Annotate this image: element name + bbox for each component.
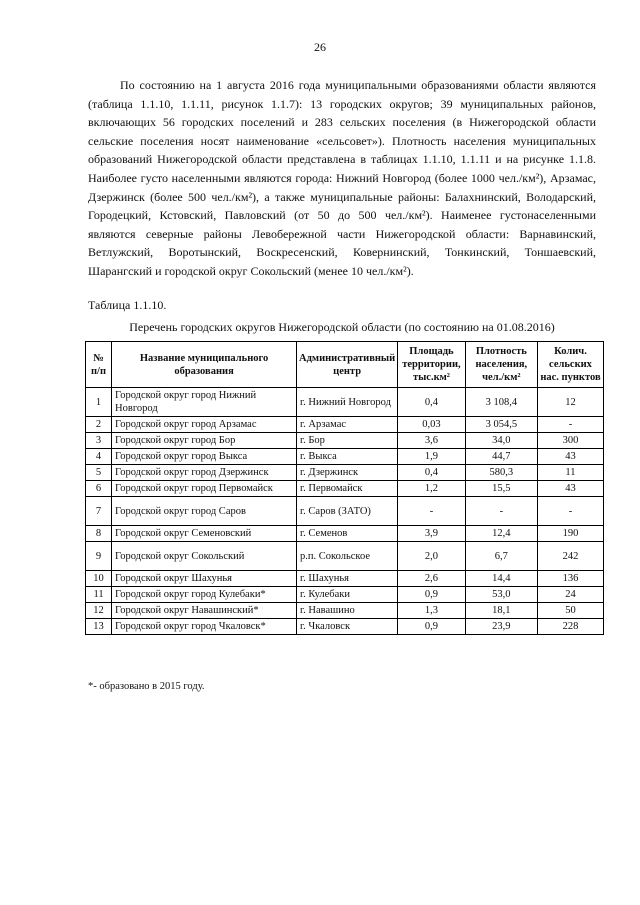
cell-settlements: 228: [537, 619, 603, 635]
cell-name: Городской округ город Арзамас: [112, 417, 297, 433]
cell-density: 18,1: [465, 603, 537, 619]
cell-density: 34,0: [465, 433, 537, 449]
cell-density: 14,4: [465, 571, 537, 587]
cell-settlements: 136: [537, 571, 603, 587]
cell-name: Городской округ Сокольский: [112, 542, 297, 571]
table-body: [86, 388, 604, 635]
cell-num: 2: [86, 417, 112, 433]
cell-num: 1: [86, 388, 112, 417]
cell-name: Городской округ город Нижний Новгород: [112, 388, 297, 417]
cell-area: 0,4: [398, 388, 466, 417]
footnote: *- образовано в 2015 году.: [88, 681, 205, 692]
cell-settlements: 242: [537, 542, 603, 571]
paragraph-text: По состоянию на 1 августа 2016 года муниципальными образованиями области являются (таблица 1.1.10, 1.1.11, рисунок 1.1.7): 13 городских округов; 39 муниципальных районов, включающих 56 городских поселений и 283 сельских поселения (в Нижегородской области сельские поселения носят наименование «сельсовет»). Плотность населения муниципальных образований Нижегородской области представлена в таблицах 1.1.10, 1.1.11 и на рисунке 1.1.8. Наиболее густо населенными являются города: Нижний Новгород (более 1000 чел./км²), Арзамас, Дзержинск (более 500 чел./км²), а также муниципальные районы: Балахнинский, Володарский, Городецкий, Кстовский, Павловский (от 50 до 500 чел./км²). Наименее густонаселенными являются северные районы Левобережной части Нижегородской области: Варнавинский, Ветлужский, Воротынский, Воскресенский, Ковернинский, Тонкинский, Тоншаевский, Шарангский и городской округ Сокольский (менее 10 чел./км²).: [88, 78, 596, 278]
cell-name: Городской округ город Бор: [112, 433, 297, 449]
cell-num: 4: [86, 449, 112, 465]
cell-area: 1,2: [398, 481, 466, 497]
table-row: [86, 526, 604, 542]
cell-density: -: [465, 497, 537, 526]
table-row: [86, 571, 604, 587]
table-row: [86, 449, 604, 465]
table-row: [86, 388, 604, 417]
header-num: № п/п: [86, 342, 112, 388]
table-row: [86, 465, 604, 481]
cell-density: 580,3: [465, 465, 537, 481]
cell-name: Городской округ город Кулебаки*: [112, 587, 297, 603]
cell-settlements: 24: [537, 587, 603, 603]
header-name: Название муниципального образования: [112, 342, 297, 388]
cell-settlements: 43: [537, 449, 603, 465]
cell-settlements: 43: [537, 481, 603, 497]
cell-num: 9: [86, 542, 112, 571]
cell-name: Городской округ Навашинский*: [112, 603, 297, 619]
table-caption: Перечень городских округов Нижегородской области (по состоянию на 01.08.2016): [129, 320, 555, 334]
table-row: [86, 603, 604, 619]
table-row: [86, 497, 604, 526]
cell-settlements: 50: [537, 603, 603, 619]
cell-name: Городской округ Семеновский: [112, 526, 297, 542]
cell-center: г. Выкса: [297, 449, 398, 465]
cell-settlements: -: [537, 497, 603, 526]
cell-num: 8: [86, 526, 112, 542]
cell-area: 3,9: [398, 526, 466, 542]
header-density: Плотность населения, чел./км²: [465, 342, 537, 388]
cell-area: -: [398, 497, 466, 526]
cell-area: 0,9: [398, 587, 466, 603]
cell-density: 3 108,4: [465, 388, 537, 417]
cell-density: 53,0: [465, 587, 537, 603]
districts-table: [85, 341, 604, 635]
table-row: [86, 417, 604, 433]
cell-num: 13: [86, 619, 112, 635]
cell-center: г. Семенов: [297, 526, 398, 542]
header-area: Площадь территории, тыс.км²: [398, 342, 466, 388]
cell-center: г. Арзамас: [297, 417, 398, 433]
table-label: Таблица 1.1.10.: [88, 298, 167, 312]
cell-center: г. Кулебаки: [297, 587, 398, 603]
cell-num: 5: [86, 465, 112, 481]
cell-area: 0,03: [398, 417, 466, 433]
cell-density: 6,7: [465, 542, 537, 571]
cell-density: 15,5: [465, 481, 537, 497]
cell-num: 3: [86, 433, 112, 449]
cell-name: Городской округ город Первомайск: [112, 481, 297, 497]
table-row: [86, 481, 604, 497]
cell-center: г. Бор: [297, 433, 398, 449]
cell-name: Городской округ Шахунья: [112, 571, 297, 587]
cell-area: 1,3: [398, 603, 466, 619]
cell-center: г. Первомайск: [297, 481, 398, 497]
cell-area: 0,9: [398, 619, 466, 635]
table-row: [86, 433, 604, 449]
page-number: 26: [314, 40, 326, 54]
body-paragraph: [88, 76, 596, 281]
cell-settlements: -: [537, 417, 603, 433]
cell-settlements: 11: [537, 465, 603, 481]
table-row: [86, 542, 604, 571]
cell-area: 2,0: [398, 542, 466, 571]
table-header-row: [86, 342, 604, 388]
cell-center: г. Нижний Новгород: [297, 388, 398, 417]
cell-num: 11: [86, 587, 112, 603]
cell-area: 2,6: [398, 571, 466, 587]
cell-density: 44,7: [465, 449, 537, 465]
cell-num: 12: [86, 603, 112, 619]
cell-center: г. Навашино: [297, 603, 398, 619]
table-row: [86, 587, 604, 603]
cell-density: 12,4: [465, 526, 537, 542]
table-row: [86, 619, 604, 635]
cell-num: 6: [86, 481, 112, 497]
cell-area: 3,6: [398, 433, 466, 449]
cell-density: 3 054,5: [465, 417, 537, 433]
header-settlements: Колич. сельских нас. пунктов: [537, 342, 603, 388]
cell-settlements: 190: [537, 526, 603, 542]
cell-area: 0,4: [398, 465, 466, 481]
cell-name: Городской округ город Чкаловск*: [112, 619, 297, 635]
cell-density: 23,9: [465, 619, 537, 635]
cell-name: Городской округ город Выкса: [112, 449, 297, 465]
cell-center: г. Дзержинск: [297, 465, 398, 481]
cell-center: г. Чкаловск: [297, 619, 398, 635]
cell-num: 7: [86, 497, 112, 526]
header-center: Административный центр: [297, 342, 398, 388]
cell-num: 10: [86, 571, 112, 587]
cell-settlements: 300: [537, 433, 603, 449]
cell-center: р.п. Сокольское: [297, 542, 398, 571]
cell-name: Городской округ город Саров: [112, 497, 297, 526]
cell-center: г. Шахунья: [297, 571, 398, 587]
cell-settlements: 12: [537, 388, 603, 417]
cell-name: Городской округ город Дзержинск: [112, 465, 297, 481]
cell-center: г. Саров (ЗАТО): [297, 497, 398, 526]
cell-area: 1,9: [398, 449, 466, 465]
